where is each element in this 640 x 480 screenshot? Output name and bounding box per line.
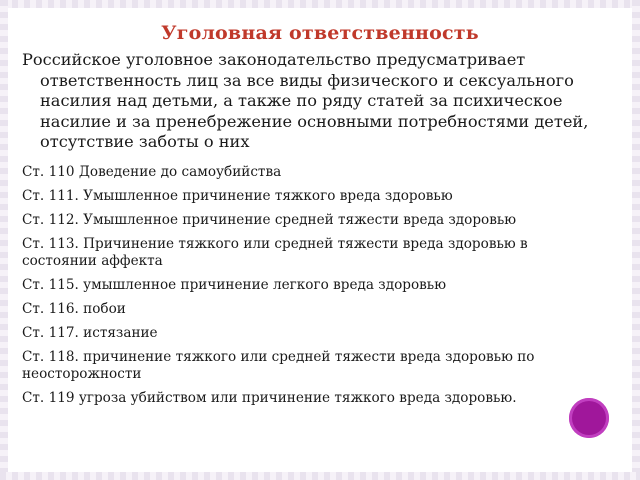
- article-item: Ст. 117. истязание: [22, 325, 158, 341]
- bottom-border: [0, 472, 640, 480]
- article-item: Ст. 113. Причинение тяжкого или средней тяжести вреда здоровью в состоянии аффекта: [22, 236, 528, 269]
- intro-paragraph: [22, 50, 602, 153]
- right-border: [632, 0, 640, 480]
- article-item: Ст. 111. Умышленное причинение тяжкого вреда здоровью: [22, 188, 453, 204]
- intro-rest: ответственность лиц за все виды физического и сексуального насилия над детьми, а также по ряду статей за психическое насилие и за пренебрежение основными потребностями детей, отсутствие заботы о них: [40, 70, 589, 151]
- slide-title: Уголовная ответственность: [161, 22, 479, 44]
- article-item: Ст. 119 угроза убийством или причинение тяжкого вреда здоровью.: [22, 390, 517, 406]
- intro-first-line: Российское уголовное законодательство предусматривает: [22, 50, 526, 69]
- decorative-circle: [569, 398, 609, 438]
- article-item: Ст. 112. Умышленное причинение средней тяжести вреда здоровью: [22, 212, 517, 228]
- article-item: Ст. 110 Доведение до самоубийства: [22, 164, 282, 180]
- articles-list: [22, 164, 592, 414]
- left-border: [0, 0, 8, 480]
- article-item: Ст. 115. умышленное причинение легкого вреда здоровью: [22, 277, 447, 293]
- article-item: Ст. 116. побои: [22, 301, 126, 317]
- article-item: Ст. 118. причинение тяжкого или средней тяжести вреда здоровью по неосторожности: [22, 349, 535, 382]
- top-border: [0, 0, 640, 8]
